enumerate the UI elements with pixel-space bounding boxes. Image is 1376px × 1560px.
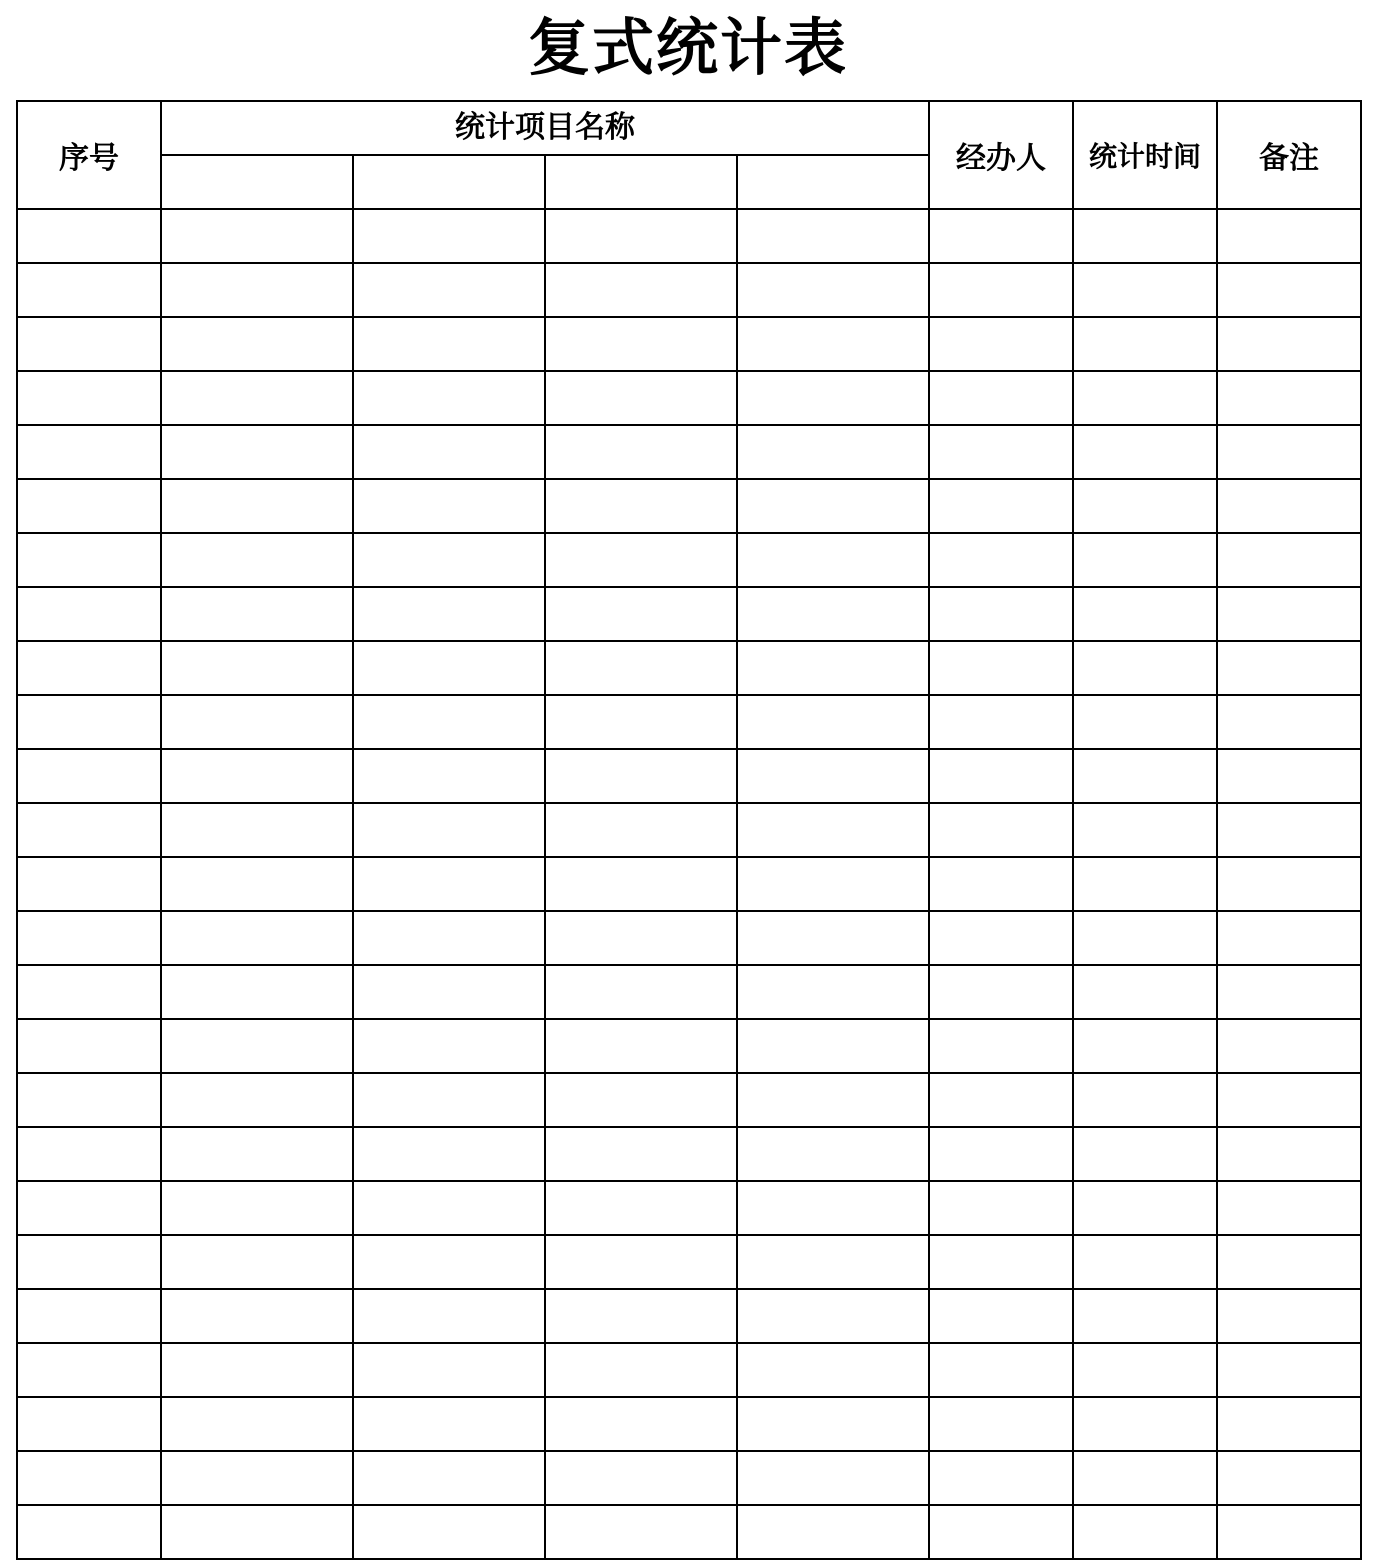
table-cell[interactable] — [353, 1073, 545, 1127]
header-stat-time: 统计时间 — [1073, 101, 1217, 209]
table-cell[interactable] — [353, 749, 545, 803]
table-cell[interactable] — [17, 911, 161, 965]
table-cell[interactable] — [353, 857, 545, 911]
table-cell[interactable] — [353, 1127, 545, 1181]
table-cell[interactable] — [17, 425, 161, 479]
table-cell[interactable] — [17, 1019, 161, 1073]
table-cell[interactable] — [1073, 965, 1217, 1019]
table-cell[interactable] — [929, 911, 1073, 965]
sub-header-cell[interactable] — [737, 155, 929, 209]
table-cell[interactable] — [1073, 911, 1217, 965]
table-body — [17, 209, 1361, 1559]
table-cell[interactable] — [737, 1397, 929, 1451]
table-cell[interactable] — [17, 1289, 161, 1343]
table-cell[interactable] — [161, 587, 353, 641]
header-item-name: 统计项目名称 — [161, 101, 929, 155]
table-cell[interactable] — [929, 803, 1073, 857]
table-cell[interactable] — [737, 1073, 929, 1127]
table-cell[interactable] — [161, 533, 353, 587]
table-cell[interactable] — [545, 371, 737, 425]
sub-header-cell[interactable] — [353, 155, 545, 209]
table-row — [17, 965, 1361, 1019]
table-cell[interactable] — [737, 479, 929, 533]
header-handler: 经办人 — [929, 101, 1073, 209]
table-cell[interactable] — [1217, 1397, 1361, 1451]
table-cell[interactable] — [929, 1505, 1073, 1559]
table-cell[interactable] — [1217, 1343, 1361, 1397]
table-cell[interactable] — [737, 1343, 929, 1397]
table-cell[interactable] — [1217, 1073, 1361, 1127]
table-cell[interactable] — [737, 641, 929, 695]
table-cell[interactable] — [17, 749, 161, 803]
table-cell[interactable] — [545, 1397, 737, 1451]
table-cell[interactable] — [17, 1073, 161, 1127]
table-cell[interactable] — [353, 1289, 545, 1343]
table-cell[interactable] — [1073, 803, 1217, 857]
table-cell[interactable] — [545, 425, 737, 479]
table-cell[interactable] — [161, 857, 353, 911]
table-cell[interactable] — [929, 857, 1073, 911]
table-cell[interactable] — [929, 317, 1073, 371]
table-row — [17, 641, 1361, 695]
table-cell[interactable] — [1217, 857, 1361, 911]
table-cell[interactable] — [545, 587, 737, 641]
table-cell[interactable] — [545, 1451, 737, 1505]
table-cell[interactable] — [353, 1451, 545, 1505]
table-cell[interactable] — [929, 641, 1073, 695]
table-row — [17, 209, 1361, 263]
table-cell[interactable] — [1073, 1181, 1217, 1235]
table-cell[interactable] — [1073, 1235, 1217, 1289]
table-cell[interactable] — [353, 1343, 545, 1397]
table-cell[interactable] — [1217, 1505, 1361, 1559]
table-cell[interactable] — [17, 857, 161, 911]
table-cell[interactable] — [161, 1289, 353, 1343]
table-cell[interactable] — [17, 479, 161, 533]
table-cell[interactable] — [353, 911, 545, 965]
table-cell[interactable] — [17, 1505, 161, 1559]
sub-header-cell[interactable] — [161, 155, 353, 209]
table-cell[interactable] — [1073, 641, 1217, 695]
table-cell[interactable] — [1073, 1343, 1217, 1397]
table-cell[interactable] — [161, 317, 353, 371]
table-cell[interactable] — [929, 1451, 1073, 1505]
table-cell[interactable] — [1073, 533, 1217, 587]
table-cell[interactable] — [929, 533, 1073, 587]
table-cell[interactable] — [929, 749, 1073, 803]
table-cell[interactable] — [545, 641, 737, 695]
table-cell[interactable] — [1073, 1451, 1217, 1505]
table-cell[interactable] — [1073, 695, 1217, 749]
table-cell[interactable] — [353, 533, 545, 587]
table-cell[interactable] — [545, 1127, 737, 1181]
table-row — [17, 1343, 1361, 1397]
table-row — [17, 1451, 1361, 1505]
table-cell[interactable] — [17, 209, 161, 263]
table-cell[interactable] — [545, 317, 737, 371]
table-cell[interactable] — [17, 1343, 161, 1397]
table-cell[interactable] — [737, 1019, 929, 1073]
table-cell[interactable] — [737, 965, 929, 1019]
table-cell[interactable] — [161, 641, 353, 695]
table-cell[interactable] — [737, 1127, 929, 1181]
table-cell[interactable] — [545, 749, 737, 803]
table-cell[interactable] — [737, 1451, 929, 1505]
table-row — [17, 371, 1361, 425]
table-cell[interactable] — [161, 1181, 353, 1235]
table-cell[interactable] — [353, 1019, 545, 1073]
table-cell[interactable] — [737, 209, 929, 263]
table-cell[interactable] — [1073, 479, 1217, 533]
table-cell[interactable] — [1217, 533, 1361, 587]
table-cell[interactable] — [737, 317, 929, 371]
page-title: 复式统计表 — [527, 11, 848, 84]
statistics-table — [16, 100, 1362, 1560]
sub-header-cell[interactable] — [545, 155, 737, 209]
table-cell[interactable] — [545, 479, 737, 533]
table-row — [17, 1181, 1361, 1235]
table-cell[interactable] — [17, 317, 161, 371]
table-cell[interactable] — [1217, 317, 1361, 371]
table-cell[interactable] — [161, 695, 353, 749]
table-row — [17, 1019, 1361, 1073]
table-cell[interactable] — [737, 857, 929, 911]
table-cell[interactable] — [353, 425, 545, 479]
table-row — [17, 695, 1361, 749]
table-cell[interactable] — [17, 1127, 161, 1181]
table-cell[interactable] — [737, 911, 929, 965]
table-cell[interactable] — [545, 965, 737, 1019]
table-cell[interactable] — [545, 1505, 737, 1559]
table-cell[interactable] — [1217, 1181, 1361, 1235]
table-cell[interactable] — [161, 1397, 353, 1451]
table-cell[interactable] — [1073, 425, 1217, 479]
table-cell[interactable] — [929, 1019, 1073, 1073]
table-cell[interactable] — [1073, 587, 1217, 641]
table-row — [17, 1073, 1361, 1127]
table-cell[interactable] — [929, 1127, 1073, 1181]
table-cell[interactable] — [161, 965, 353, 1019]
table-cell[interactable] — [929, 587, 1073, 641]
table-cell[interactable] — [1073, 1073, 1217, 1127]
table-cell[interactable] — [17, 371, 161, 425]
table-cell[interactable] — [929, 1235, 1073, 1289]
table-cell[interactable] — [545, 1181, 737, 1235]
table-cell[interactable] — [1217, 263, 1361, 317]
table-cell[interactable] — [1073, 1397, 1217, 1451]
table-cell[interactable] — [545, 209, 737, 263]
table-cell[interactable] — [545, 803, 737, 857]
table-cell[interactable] — [929, 1343, 1073, 1397]
table-cell[interactable] — [353, 641, 545, 695]
table-cell[interactable] — [17, 1181, 161, 1235]
table-cell[interactable] — [1073, 1019, 1217, 1073]
table-cell[interactable] — [929, 209, 1073, 263]
table-cell[interactable] — [545, 911, 737, 965]
table-cell[interactable] — [1217, 1451, 1361, 1505]
table-row — [17, 533, 1361, 587]
table-cell[interactable] — [1073, 371, 1217, 425]
table-cell[interactable] — [929, 263, 1073, 317]
table-row — [17, 1397, 1361, 1451]
table-cell[interactable] — [161, 803, 353, 857]
table-row — [17, 803, 1361, 857]
table-cell[interactable] — [737, 533, 929, 587]
table-cell[interactable] — [545, 1019, 737, 1073]
table-cell[interactable] — [161, 479, 353, 533]
table-cell[interactable] — [353, 317, 545, 371]
table-row — [17, 317, 1361, 371]
table-cell[interactable] — [1217, 425, 1361, 479]
table-cell[interactable] — [161, 371, 353, 425]
table-cell[interactable] — [929, 1397, 1073, 1451]
table-cell[interactable] — [929, 1181, 1073, 1235]
table-cell[interactable] — [161, 209, 353, 263]
table-cell[interactable] — [1217, 371, 1361, 425]
table-cell[interactable] — [1073, 1127, 1217, 1181]
header-row — [17, 101, 1361, 155]
table-row — [17, 425, 1361, 479]
table-cell[interactable] — [161, 1505, 353, 1559]
header-seq: 序号 — [17, 101, 161, 209]
table-cell[interactable] — [1073, 1505, 1217, 1559]
table-cell[interactable] — [545, 1073, 737, 1127]
table-cell[interactable] — [1217, 479, 1361, 533]
table-cell[interactable] — [1217, 803, 1361, 857]
table-cell[interactable] — [353, 1397, 545, 1451]
table-cell[interactable] — [929, 1289, 1073, 1343]
table-cell[interactable] — [17, 695, 161, 749]
table-cell[interactable] — [353, 1181, 545, 1235]
table-cell[interactable] — [17, 1235, 161, 1289]
table-cell[interactable] — [1217, 1235, 1361, 1289]
table-cell[interactable] — [161, 425, 353, 479]
table-cell[interactable] — [161, 263, 353, 317]
table-cell[interactable] — [1217, 1289, 1361, 1343]
table-row — [17, 1505, 1361, 1559]
table-cell[interactable] — [1217, 587, 1361, 641]
table-cell[interactable] — [545, 533, 737, 587]
table-cell[interactable] — [353, 1235, 545, 1289]
table-cell[interactable] — [737, 1289, 929, 1343]
table-cell[interactable] — [545, 1343, 737, 1397]
table-row — [17, 857, 1361, 911]
table-cell[interactable] — [17, 263, 161, 317]
table-cell[interactable] — [161, 1019, 353, 1073]
table-cell[interactable] — [929, 695, 1073, 749]
table-row — [17, 1235, 1361, 1289]
table-cell[interactable] — [737, 1181, 929, 1235]
table-cell[interactable] — [17, 533, 161, 587]
table-cell[interactable] — [353, 1505, 545, 1559]
table-cell[interactable] — [737, 749, 929, 803]
table-cell[interactable] — [929, 965, 1073, 1019]
table-row — [17, 749, 1361, 803]
table-cell[interactable] — [929, 425, 1073, 479]
table-cell[interactable] — [929, 371, 1073, 425]
table-cell[interactable] — [161, 911, 353, 965]
table-cell[interactable] — [929, 479, 1073, 533]
table-cell[interactable] — [737, 803, 929, 857]
table-row — [17, 911, 1361, 965]
table-cell[interactable] — [1073, 317, 1217, 371]
table-cell[interactable] — [737, 371, 929, 425]
table-cell[interactable] — [737, 1235, 929, 1289]
table-cell[interactable] — [545, 695, 737, 749]
table-cell[interactable] — [161, 1127, 353, 1181]
table-cell[interactable] — [737, 425, 929, 479]
table-cell[interactable] — [161, 1451, 353, 1505]
table-cell[interactable] — [1217, 1127, 1361, 1181]
table-cell[interactable] — [1073, 263, 1217, 317]
table-cell[interactable] — [1217, 695, 1361, 749]
table-cell[interactable] — [17, 641, 161, 695]
table-cell[interactable] — [353, 263, 545, 317]
header-remark: 备注 — [1217, 101, 1361, 209]
table-cell[interactable] — [353, 803, 545, 857]
table-cell[interactable] — [545, 263, 737, 317]
table-cell[interactable] — [353, 209, 545, 263]
table-cell[interactable] — [1217, 209, 1361, 263]
table-cell[interactable] — [353, 587, 545, 641]
table-cell[interactable] — [161, 1073, 353, 1127]
table-cell[interactable] — [17, 587, 161, 641]
table-cell[interactable] — [1073, 857, 1217, 911]
table-cell[interactable] — [353, 479, 545, 533]
table-cell[interactable] — [17, 1451, 161, 1505]
table-row — [17, 263, 1361, 317]
table-cell[interactable] — [17, 965, 161, 1019]
table-cell[interactable] — [1073, 1289, 1217, 1343]
table-row — [17, 1289, 1361, 1343]
table-cell[interactable] — [161, 749, 353, 803]
table-cell[interactable] — [1217, 965, 1361, 1019]
table-cell[interactable] — [1217, 749, 1361, 803]
table-cell[interactable] — [737, 695, 929, 749]
table-cell[interactable] — [1073, 209, 1217, 263]
table-cell[interactable] — [545, 1235, 737, 1289]
table-cell[interactable] — [929, 1073, 1073, 1127]
table-cell[interactable] — [17, 803, 161, 857]
table-cell[interactable] — [737, 587, 929, 641]
table-cell[interactable] — [545, 1289, 737, 1343]
table-cell[interactable] — [161, 1235, 353, 1289]
table-cell[interactable] — [1217, 641, 1361, 695]
table-cell[interactable] — [737, 1505, 929, 1559]
table-cell[interactable] — [737, 263, 929, 317]
table-cell[interactable] — [1217, 1019, 1361, 1073]
table-cell[interactable] — [545, 857, 737, 911]
table-cell[interactable] — [1073, 749, 1217, 803]
table-cell[interactable] — [1217, 911, 1361, 965]
table-cell[interactable] — [161, 1343, 353, 1397]
table-cell[interactable] — [353, 371, 545, 425]
table-cell[interactable] — [353, 695, 545, 749]
table-row — [17, 479, 1361, 533]
table-cell[interactable] — [17, 1397, 161, 1451]
table-row — [17, 1127, 1361, 1181]
table-cell[interactable] — [353, 965, 545, 1019]
table-row — [17, 587, 1361, 641]
